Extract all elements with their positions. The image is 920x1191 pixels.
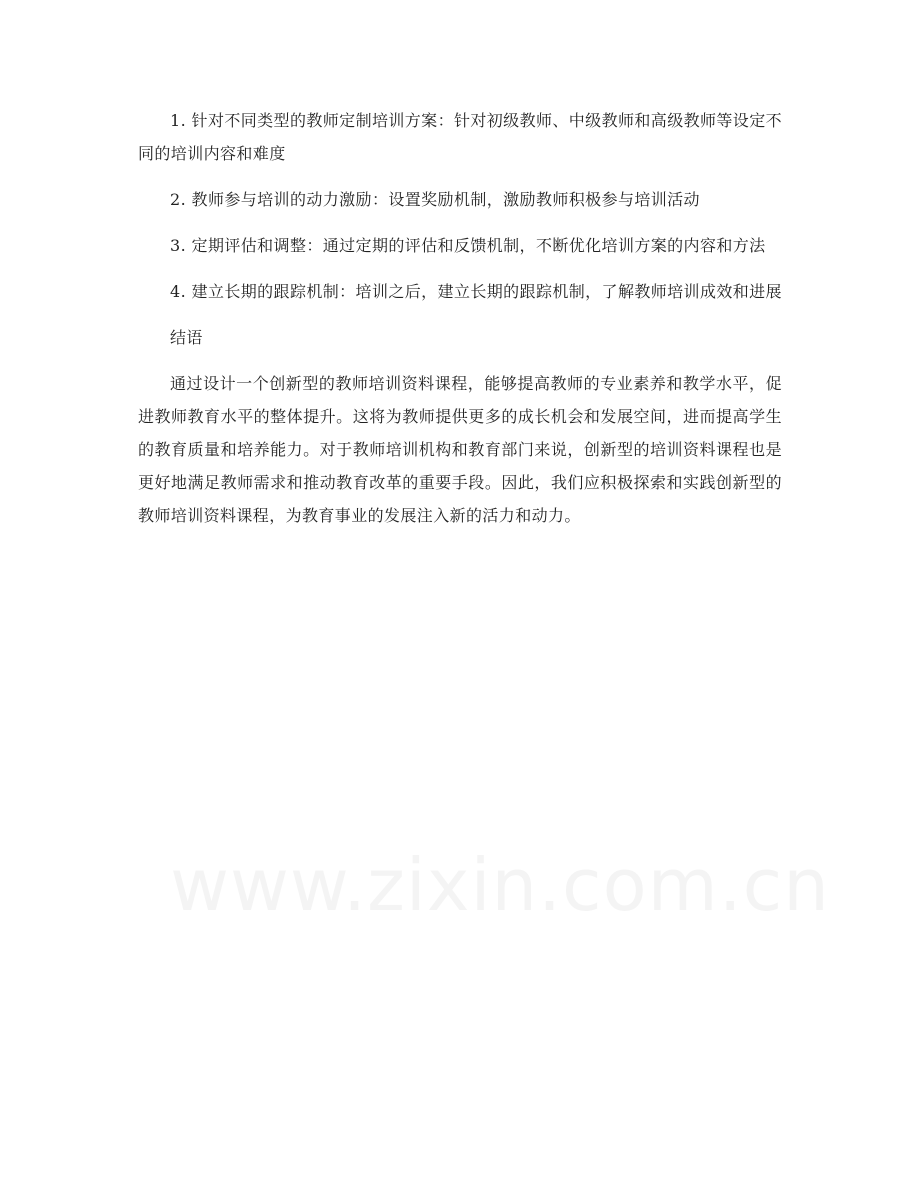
conclusion-paragraph: 通过设计一个创新型的教师培训资料课程，能够提高教师的专业素养和教学水平，促进教师教育水平的整体提升。这将为教师提供更多的成长机会和发展空间，进而提高学生的教育质量和培养能力。对于教师培训机构和教育部门来说，创新型的培训资料课程也是更好地满足教师需求和推动教育改革的重要手段。因此，我们应积极探索和实践创新型的教师培训资料课程，为教育事业的发展注入新的活力和动力。 (138, 374, 782, 525)
list-item-4: 4. 建立长期的跟踪机制：培训之后，建立长期的跟踪机制，了解教师培训成效和进展 (170, 282, 782, 301)
watermark: www.zixin.com.cn (170, 843, 830, 927)
list-item-1: 1. 针对不同类型的教师定制培训方案：针对初级教师、中级教师和高级教师等设定不同的培训内容和难度 (138, 111, 782, 163)
list-item-3: 3. 定期评估和调整：通过定期的评估和反馈机制，不断优化培训方案的内容和方法 (170, 236, 766, 255)
conclusion-heading: 结语 (170, 328, 203, 347)
document-body (138, 104, 782, 545)
list-item-2: 2. 教师参与培训的动力激励：设置奖励机制，激励教师积极参与培训活动 (170, 190, 700, 209)
